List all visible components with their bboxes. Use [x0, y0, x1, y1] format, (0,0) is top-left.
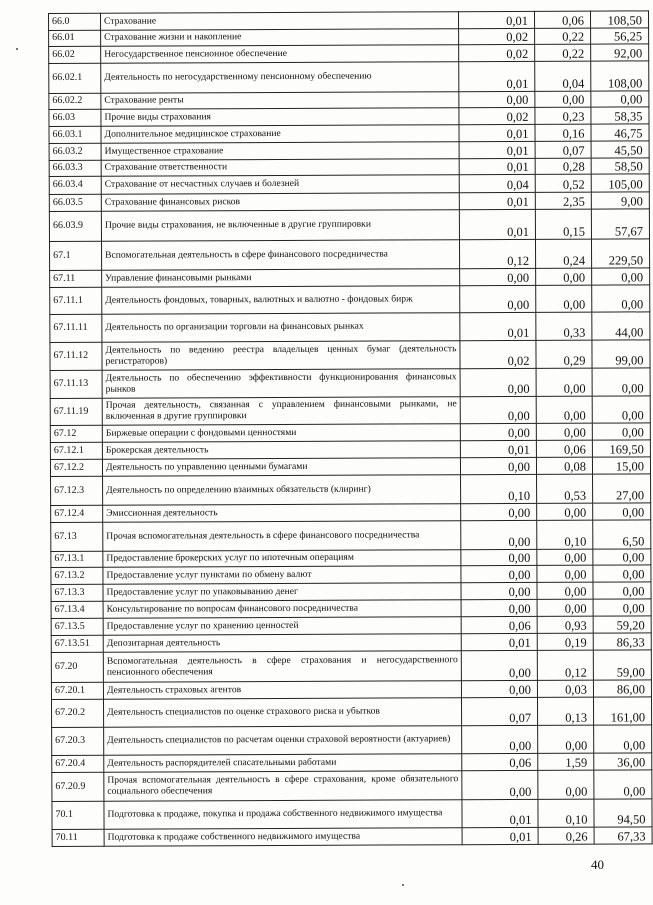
value-2-cell: 0,03 [537, 680, 593, 697]
table-row [51, 697, 651, 728]
value-2-cell: 0,00 [537, 599, 593, 616]
page-number: 40 [591, 857, 604, 872]
activity-code-cell: 66.02.1 [49, 63, 101, 93]
value-1-cell: 0,01 [459, 61, 535, 91]
activity-code-cell: 67.13.5 [51, 618, 103, 635]
value-3-cell: 0,00 [593, 503, 651, 520]
activity-code-cell: 67.20.3 [52, 727, 104, 755]
table-row [52, 725, 652, 756]
value-3-cell: 0,00 [592, 368, 650, 396]
activity-name-cell: Негосударственное пенсионное обеспечение [101, 45, 459, 64]
activity-code-cell: 67.12.3 [51, 476, 103, 505]
value-3-cell: 0,00 [592, 423, 650, 440]
value-2-cell: 0,00 [537, 503, 593, 520]
activity-name-cell: Предоставление брокерских услуг по ипотечным операциям [103, 550, 461, 568]
activity-code-cell: 67.13.1 [51, 551, 103, 567]
activity-name-cell: Страхование финансовых рисков [101, 193, 459, 212]
value-2-cell: 1,59 [538, 753, 594, 770]
value-2-cell: 0,22 [535, 28, 591, 44]
table-row [51, 474, 651, 506]
activity-name-cell: Предоставление услуг пунктами по обмену валют [103, 566, 461, 585]
value-1-cell: 0,00 [461, 503, 537, 520]
value-2-cell: 0,00 [536, 423, 592, 440]
value-3-cell: 108,00 [591, 61, 649, 91]
value-1-cell: 0,00 [461, 599, 537, 616]
value-2-cell: 0,04 [535, 61, 591, 91]
activity-code-cell: 66.0 [49, 13, 101, 30]
activity-name-cell: Консультирование по вопросам финансового посредничества [103, 600, 461, 619]
activity-name-cell: Вспомогательная деятельность в сфере финансового посредничества [101, 240, 459, 271]
value-3-cell: 58,50 [591, 158, 649, 174]
activity-code-cell: 67.12 [50, 425, 102, 442]
activity-code-cell: 66.03.5 [49, 194, 101, 211]
activity-name-cell: Управление финансовыми рынками [102, 269, 460, 288]
activity-code-cell: 67.12.1 [50, 442, 102, 459]
activity-name-cell: Дополнительное медицинское страхование [101, 125, 459, 144]
value-3-cell: 169,50 [592, 440, 650, 457]
value-2-cell: 0,15 [535, 209, 591, 239]
value-1-cell: 0,04 [459, 174, 535, 192]
activity-name-cell: Эмиссионная деятельность [103, 504, 461, 523]
value-2-cell: 0,29 [536, 340, 592, 368]
activity-code-cell: 67.20.4 [52, 755, 104, 772]
value-2-cell: 0,53 [537, 474, 593, 503]
activity-name-cell: Прочая вспомогательная деятельность в сфере финансового посредничества [103, 521, 461, 552]
value-1-cell: 0,00 [460, 368, 536, 396]
value-1-cell: 0,00 [461, 549, 537, 565]
scan-speck [402, 884, 404, 886]
value-3-cell: 0,00 [592, 396, 650, 423]
activity-name-cell: Деятельность по обеспечению эффективности функционирования финансовых рынков [102, 369, 460, 399]
value-1-cell: 0,00 [461, 650, 537, 680]
activity-code-cell: 66.03.2 [49, 143, 101, 160]
value-2-cell: 0,10 [538, 799, 594, 827]
value-1-cell: 0,00 [461, 520, 537, 549]
activity-name-cell: Страхование от несчастных случаев и болезней [101, 175, 459, 195]
value-1-cell: 0,01 [459, 192, 535, 209]
value-1-cell: 0,00 [460, 423, 536, 440]
table-row [50, 368, 650, 399]
value-1-cell: 0,01 [459, 209, 535, 239]
activity-name-cell: Имущественное страхование [101, 142, 459, 161]
activity-name-cell: Предоставление услуг по упаковыванию денег [103, 583, 461, 602]
activity-code-cell: 67.11.19 [50, 398, 102, 425]
value-1-cell: 0,02 [459, 107, 535, 124]
table-row [50, 340, 650, 371]
table-row [51, 520, 651, 552]
activity-name-cell: Прочая вспомогательная деятельность в сфере страхования, кроме обязательного социального обеспечения [104, 771, 462, 802]
value-1-cell: 0,00 [461, 582, 537, 599]
value-3-cell: 0,00 [594, 725, 652, 753]
value-1-cell: 0,06 [462, 753, 538, 770]
table-row [52, 827, 652, 847]
value-2-cell: 0,07 [535, 141, 591, 158]
value-2-cell: 0,00 [536, 285, 592, 312]
value-1-cell: 0,01 [459, 158, 535, 174]
activity-code-cell: 66.02 [49, 46, 101, 63]
value-2-cell: 0,12 [537, 650, 593, 680]
value-3-cell: 27,00 [593, 474, 651, 503]
activity-name-cell: Страхование жизни и накопление [101, 29, 459, 47]
value-1-cell: 0,00 [460, 396, 536, 423]
value-2-cell: 0,24 [535, 239, 591, 268]
activity-name-cell: Деятельность специалистов по оценке страхового риска и убытков [103, 698, 461, 728]
value-2-cell: 0,52 [535, 174, 591, 192]
value-2-cell: 0,00 [535, 91, 591, 107]
value-3-cell: 0,00 [592, 285, 650, 312]
activity-name-cell: Брокерская деятельность [102, 441, 460, 460]
value-2-cell: 2,35 [535, 192, 591, 209]
value-3-cell: 6,50 [593, 520, 651, 549]
activity-name-cell: Страхование [101, 12, 459, 31]
value-1-cell: 0,00 [461, 565, 537, 582]
value-1-cell: 0,00 [462, 770, 538, 799]
value-2-cell: 0,00 [538, 725, 594, 753]
value-1-cell: 0,01 [458, 11, 534, 28]
activity-name-cell: Прочие виды страхования [101, 108, 459, 127]
value-2-cell: 0,00 [536, 368, 592, 396]
value-3-cell: 59,20 [593, 616, 651, 633]
value-1-cell: 0,02 [460, 340, 536, 368]
value-2-cell: 0,22 [535, 44, 591, 61]
value-1-cell: 0,00 [461, 680, 537, 697]
value-2-cell: 0,93 [537, 616, 593, 633]
table-row [51, 650, 651, 683]
activity-code-cell: 67.11 [50, 270, 102, 287]
activity-code-cell: 67.1 [49, 241, 101, 270]
activity-code-cell: 67.11.13 [50, 370, 102, 398]
activity-code-cell: 66.03 [49, 109, 101, 126]
value-3-cell: 94,50 [594, 799, 652, 827]
value-1-cell: 0,00 [460, 457, 536, 474]
value-1-cell: 0,00 [460, 268, 536, 285]
value-2-cell: 0,00 [536, 268, 592, 285]
value-2-cell: 0,33 [536, 312, 592, 340]
value-3-cell: 9,00 [591, 192, 649, 209]
value-2-cell: 0,00 [537, 549, 593, 565]
value-3-cell: 92,00 [591, 44, 649, 61]
activity-name-cell: Прочие виды страхования, не включенные в другие группировки [101, 210, 459, 242]
activity-code-cell: 67.12.2 [50, 459, 102, 476]
okved-rates-table [48, 10, 653, 847]
table-row [50, 285, 650, 315]
activity-code-cell: 67.11.1 [50, 287, 102, 314]
value-1-cell: 0,01 [460, 312, 536, 340]
activity-name-cell: Деятельность специалистов по расчетам оценки страховой вероятности (актуариев) [104, 726, 462, 756]
activity-code-cell: 67.12.4 [51, 505, 103, 522]
activity-name-cell: Страхование ренты [101, 92, 459, 110]
value-3-cell: 105,00 [591, 174, 649, 192]
activity-name-cell: Деятельность фондовых, товарных, валютных и валютно - фондовых бирж [102, 286, 460, 315]
activity-code-cell: 66.03.4 [49, 176, 101, 194]
value-1-cell: 0,01 [460, 440, 536, 457]
value-3-cell: 0,00 [593, 565, 651, 582]
activity-name-cell: Вспомогательная деятельность в сфере страхования и негосударственного пенсионного обеспечения [103, 651, 461, 683]
activity-name-cell: Деятельность страховых агентов [103, 681, 461, 700]
table-body [49, 11, 653, 847]
value-3-cell: 57,67 [591, 209, 649, 239]
activity-code-cell: 66.03.3 [49, 160, 101, 176]
activity-code-cell: 66.03.1 [49, 126, 101, 143]
activity-code-cell: 70.1 [52, 801, 104, 829]
value-3-cell: 46,75 [591, 124, 649, 141]
value-2-cell: 0,06 [536, 440, 592, 457]
value-3-cell: 36,00 [594, 753, 652, 770]
value-3-cell: 0,00 [593, 582, 651, 599]
activity-name-cell: Деятельность по ведению реестра владельцев ценных бумаг (деятельность регистраторов) [102, 341, 460, 371]
table-row [50, 396, 650, 426]
value-2-cell: 0,23 [535, 107, 591, 124]
table-row [50, 312, 650, 343]
value-2-cell: 0,00 [537, 582, 593, 599]
value-1-cell: 0,10 [461, 474, 537, 503]
value-3-cell: 0,00 [592, 268, 650, 285]
value-1-cell: 0,01 [462, 799, 538, 827]
table-row [49, 209, 649, 242]
value-2-cell: 0,00 [536, 396, 592, 423]
activity-name-cell: Деятельность по определению взаимных обязательств (клиринг) [103, 475, 461, 506]
activity-code-cell: 67.20 [51, 652, 103, 682]
value-1-cell: 0,00 [459, 91, 535, 107]
value-3-cell: 99,00 [592, 340, 650, 368]
value-1-cell: 0,01 [459, 124, 535, 141]
value-2-cell: 0,08 [536, 457, 592, 474]
value-2-cell: 0,00 [538, 770, 594, 799]
activity-code-cell: 67.13.51 [51, 635, 103, 652]
value-3-cell: 0,00 [594, 770, 652, 799]
value-2-cell: 0,26 [538, 827, 594, 844]
activity-code-cell: 70.11 [52, 829, 104, 846]
activity-name-cell: Страхование ответственности [101, 159, 459, 177]
value-3-cell: 0,00 [591, 91, 649, 107]
value-3-cell: 86,00 [593, 680, 651, 697]
activity-name-cell: Деятельность по управлению ценными бумагами [102, 458, 460, 477]
value-3-cell: 229,50 [591, 239, 649, 268]
value-1-cell: 0,02 [459, 44, 535, 61]
value-1-cell: 0,01 [462, 827, 538, 844]
value-1-cell: 0,06 [461, 616, 537, 633]
value-2-cell: 0,28 [535, 158, 591, 174]
activity-name-cell: Деятельность по негосударственному пенсионному обеспечению [101, 62, 459, 94]
activity-code-cell: 67.11.11 [50, 314, 102, 342]
activity-name-cell: Прочая деятельность, связанная с управлением финансовыми рынками, не включенная в другие группировки [102, 397, 460, 426]
value-3-cell: 56,25 [591, 28, 649, 44]
activity-code-cell: 67.11.12 [50, 342, 102, 370]
value-3-cell: 108,50 [590, 11, 648, 28]
value-2-cell: 0,06 [534, 11, 590, 28]
table-row [49, 61, 649, 94]
table-row [52, 770, 652, 802]
value-1-cell: 0,01 [461, 633, 537, 650]
value-2-cell: 0,10 [537, 520, 593, 549]
value-1-cell: 0,01 [459, 141, 535, 158]
activity-name-cell: Депозитарная деятельность [103, 634, 461, 653]
activity-name-cell: Деятельность распорядителей спасательными работами [104, 754, 462, 773]
value-2-cell: 0,16 [535, 124, 591, 141]
value-3-cell: 58,35 [591, 107, 649, 124]
activity-code-cell: 66.02.2 [49, 93, 101, 109]
scan-speck [16, 48, 18, 50]
value-1-cell: 0,00 [460, 285, 536, 312]
table-row [52, 799, 652, 830]
activity-name-cell: Биржевые операции с фондовыми ценностями [102, 424, 460, 443]
activity-code-cell: 67.13.3 [51, 584, 103, 601]
value-3-cell: 67,33 [594, 827, 652, 844]
activity-name-cell: Подготовка к продаже собственного недвижимого имущества [104, 828, 462, 847]
value-3-cell: 15,00 [592, 457, 650, 474]
value-3-cell: 86,33 [593, 633, 651, 650]
value-1-cell: 0,12 [459, 239, 535, 268]
value-1-cell: 0,00 [462, 725, 538, 753]
activity-code-cell: 67.20.9 [52, 772, 104, 801]
value-3-cell: 161,00 [593, 697, 651, 725]
activity-code-cell: 67.13 [51, 522, 103, 551]
value-3-cell: 45,50 [591, 141, 649, 158]
activity-name-cell: Деятельность по организации торговли на финансовых рынках [102, 313, 460, 343]
activity-name-cell: Подготовка к продаже, покупка и продажа собственного недвижимого имущества [104, 800, 462, 830]
value-1-cell: 0,02 [459, 28, 535, 44]
value-3-cell: 44,00 [592, 312, 650, 340]
activity-code-cell: 66.03.9 [49, 211, 101, 241]
activity-code-cell: 67.13.2 [51, 567, 103, 584]
value-2-cell: 0,19 [537, 633, 593, 650]
table-row [49, 239, 649, 271]
activity-code-cell: 67.20.2 [51, 699, 103, 727]
value-2-cell: 0,00 [537, 565, 593, 582]
activity-name-cell: Предоставление услуг по хранению ценностей [103, 617, 461, 636]
activity-code-cell: 67.13.4 [51, 601, 103, 618]
value-3-cell: 59,00 [593, 650, 651, 680]
value-1-cell: 0,07 [461, 697, 537, 725]
value-3-cell: 0,00 [593, 599, 651, 616]
value-2-cell: 0,13 [537, 697, 593, 725]
activity-code-cell: 67.20.1 [51, 682, 103, 699]
activity-code-cell: 66.01 [49, 30, 101, 46]
value-3-cell: 0,00 [593, 549, 651, 565]
